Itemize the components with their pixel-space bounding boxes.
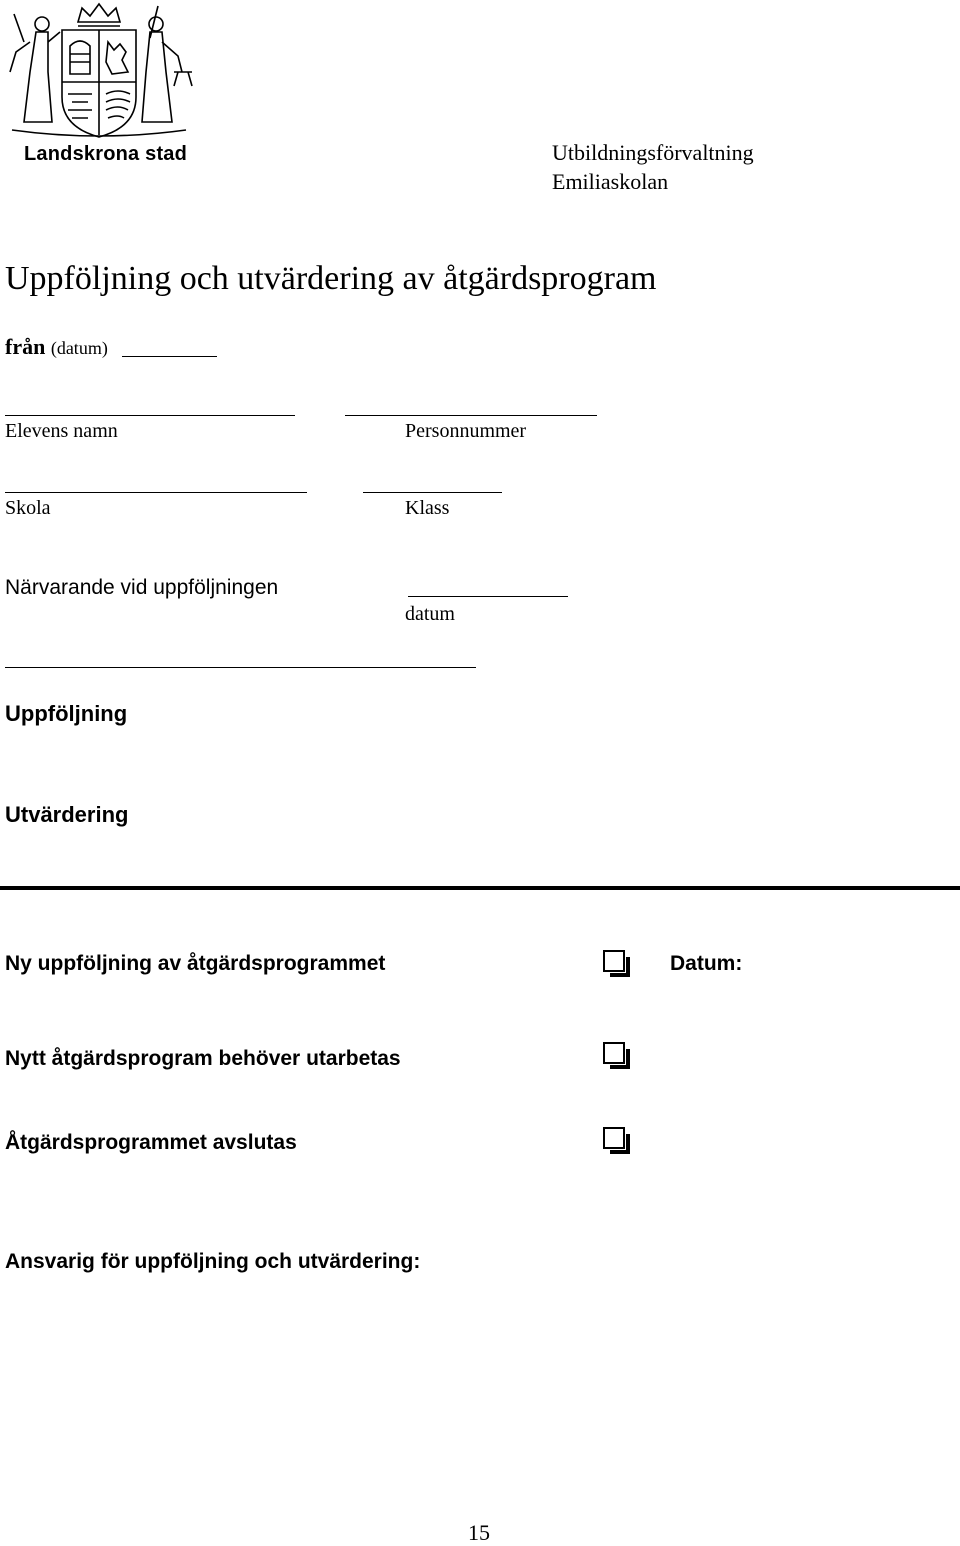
attendance-names-line[interactable] bbox=[5, 667, 476, 668]
attendance-label: Närvarande vid uppföljningen bbox=[5, 576, 279, 599]
school-line[interactable] bbox=[5, 492, 307, 493]
student-name-line[interactable] bbox=[5, 415, 295, 416]
checkbox-program-ends[interactable] bbox=[603, 1127, 625, 1149]
from-label: från bbox=[5, 334, 46, 359]
personal-number-label: Personnummer bbox=[405, 420, 527, 442]
page-number: 15 bbox=[468, 1520, 490, 1545]
from-date-label: (datum) bbox=[50, 338, 108, 358]
followup-heading: Uppföljning bbox=[5, 701, 128, 726]
checkbox-new-followup[interactable] bbox=[603, 950, 625, 972]
option-label-new-program: Nytt åtgärdsprogram behöver utarbetas bbox=[5, 1047, 401, 1070]
date-field-label: Datum: bbox=[670, 952, 743, 975]
attendance-date-line[interactable] bbox=[408, 596, 568, 597]
attendance-date-label: datum bbox=[405, 603, 455, 625]
logo-wordmark: Landskrona stad bbox=[24, 143, 188, 165]
from-date-row bbox=[5, 334, 108, 360]
evaluation-heading: Utvärdering bbox=[5, 802, 129, 827]
responsible-label: Ansvarig för uppföljning och utvärdering: bbox=[5, 1250, 421, 1273]
school-label: Skola bbox=[5, 497, 51, 519]
personal-number-line[interactable] bbox=[345, 415, 597, 416]
section-divider bbox=[0, 886, 960, 890]
checkbox-new-program[interactable] bbox=[603, 1042, 625, 1064]
department-name: Utbildningsförvaltning bbox=[552, 140, 754, 165]
class-label: Klass bbox=[405, 497, 450, 519]
school-name: Emiliaskolan bbox=[552, 169, 669, 194]
from-date-line[interactable] bbox=[122, 356, 217, 357]
option-label-program-ends: Åtgärdsprogrammet avslutas bbox=[5, 1131, 297, 1154]
page-title: Uppföljning och utvärdering av åtgärdsprogram bbox=[5, 260, 657, 297]
option-label-new-followup: Ny uppföljning av åtgärdsprogrammet bbox=[5, 952, 386, 975]
student-name-label: Elevens namn bbox=[5, 420, 118, 442]
coat-of-arms-icon bbox=[2, 2, 197, 140]
class-line[interactable] bbox=[363, 492, 502, 493]
landskrona-logo bbox=[2, 2, 197, 167]
